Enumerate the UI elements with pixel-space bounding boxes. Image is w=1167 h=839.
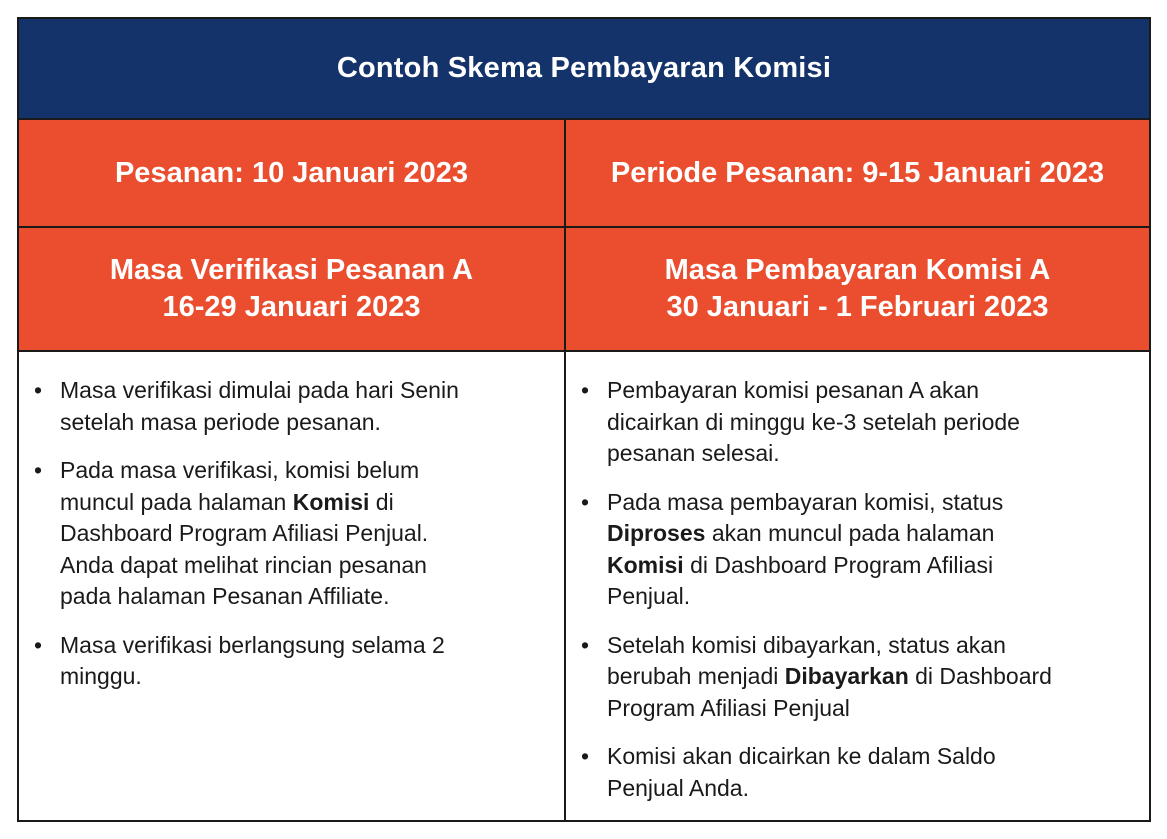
- payment-period-cell: [566, 228, 1149, 350]
- bullet-line: Penjual.: [607, 583, 691, 609]
- table-title: [19, 19, 1149, 120]
- bullet-line: dicairkan di minggu ke-3 setelah periode: [607, 408, 1020, 435]
- list-item: [566, 741, 1052, 804]
- bullet-icon: •: [34, 377, 43, 403]
- order-row: [19, 120, 1149, 228]
- bullet-line: pesanan selesai.: [607, 440, 780, 466]
- bullet-line: Penjual Anda.: [607, 774, 749, 801]
- order-date-text: Pesanan: 10 Januari 2023: [114, 156, 469, 189]
- bold-term: Dibayarkan: [784, 663, 909, 689]
- list-item: [566, 630, 1052, 725]
- verification-period-cell: [19, 228, 566, 350]
- bullet-line: Pembayaran komisi pesanan A akan: [607, 377, 980, 403]
- bold-term: Komisi: [607, 551, 684, 578]
- bullet-line: [607, 661, 1052, 693]
- verification-bullet-list: [19, 352, 459, 710]
- order-period-text: Periode Pesanan: 9-15 Januari 2023: [610, 156, 1105, 189]
- bullet-line: Anda dapat melihat rincian pesanan: [60, 551, 427, 578]
- bullet-line: [607, 518, 1052, 550]
- bullet-line: Setelah komisi dibayarkan, status akan: [607, 631, 1006, 658]
- bullet-icon: •: [581, 488, 590, 515]
- verification-details-cell: [19, 352, 566, 820]
- bold-term: Komisi: [292, 488, 370, 515]
- phase-row: [19, 228, 1149, 352]
- list-item: [566, 375, 1052, 470]
- bullet-line: Masa verifikasi dimulai pada hari Senin: [60, 377, 459, 403]
- bullet-line: minggu.: [60, 663, 142, 689]
- list-item: [19, 375, 459, 438]
- order-period-cell: [566, 120, 1149, 226]
- bold-term: Diproses: [607, 520, 706, 546]
- details-row: [19, 352, 1149, 820]
- list-item: [19, 630, 459, 693]
- list-item: [19, 455, 459, 613]
- payment-bullet-list: [566, 352, 1052, 821]
- bullet-icon: •: [34, 631, 43, 658]
- bullet-line: Dashboard Program Afiliasi Penjual.: [60, 520, 429, 546]
- bullet-line: setelah masa periode pesanan.: [60, 408, 381, 435]
- bullet-line: Program Afiliasi Penjual: [607, 694, 850, 721]
- order-date-cell: [19, 120, 566, 226]
- bullet-line: Pada masa verifikasi, komisi belum: [60, 457, 420, 483]
- bullet-text: di: [369, 488, 394, 515]
- bullet-text: muncul pada halaman: [60, 488, 293, 515]
- payment-period-dates: 30 Januari - 1 Februari 2023: [666, 291, 1049, 323]
- bullet-icon: •: [581, 377, 590, 403]
- bullet-icon: •: [581, 743, 590, 769]
- bullet-line: [60, 487, 459, 519]
- bullet-text: di Dashboard: [908, 663, 1052, 689]
- bullet-icon: •: [581, 631, 590, 658]
- bullet-line: pada halaman Pesanan Affiliate.: [60, 583, 390, 609]
- bullet-text: berubah menjadi: [607, 663, 785, 689]
- verification-period-dates: 16-29 Januari 2023: [162, 291, 421, 323]
- table-title-text: Contoh Skema Pembayaran Komisi: [336, 52, 832, 84]
- bullet-icon: •: [34, 457, 43, 483]
- bullet-line: Masa verifikasi berlangsung selama 2: [60, 631, 445, 658]
- bullet-line: [607, 550, 1052, 582]
- commission-scheme-table: [17, 17, 1151, 822]
- payment-period-title: Masa Pembayaran Komisi A: [664, 254, 1051, 286]
- list-item: [566, 487, 1052, 613]
- bullet-line: Pada masa pembayaran komisi, status: [607, 488, 1004, 515]
- bullet-text: akan muncul pada halaman: [705, 520, 995, 546]
- bullet-line: Komisi akan dicairkan ke dalam Saldo: [607, 743, 996, 769]
- bullet-text: di Dashboard Program Afiliasi: [683, 551, 994, 578]
- verification-period-title: Masa Verifikasi Pesanan A: [109, 254, 474, 286]
- payment-details-cell: [566, 352, 1149, 820]
